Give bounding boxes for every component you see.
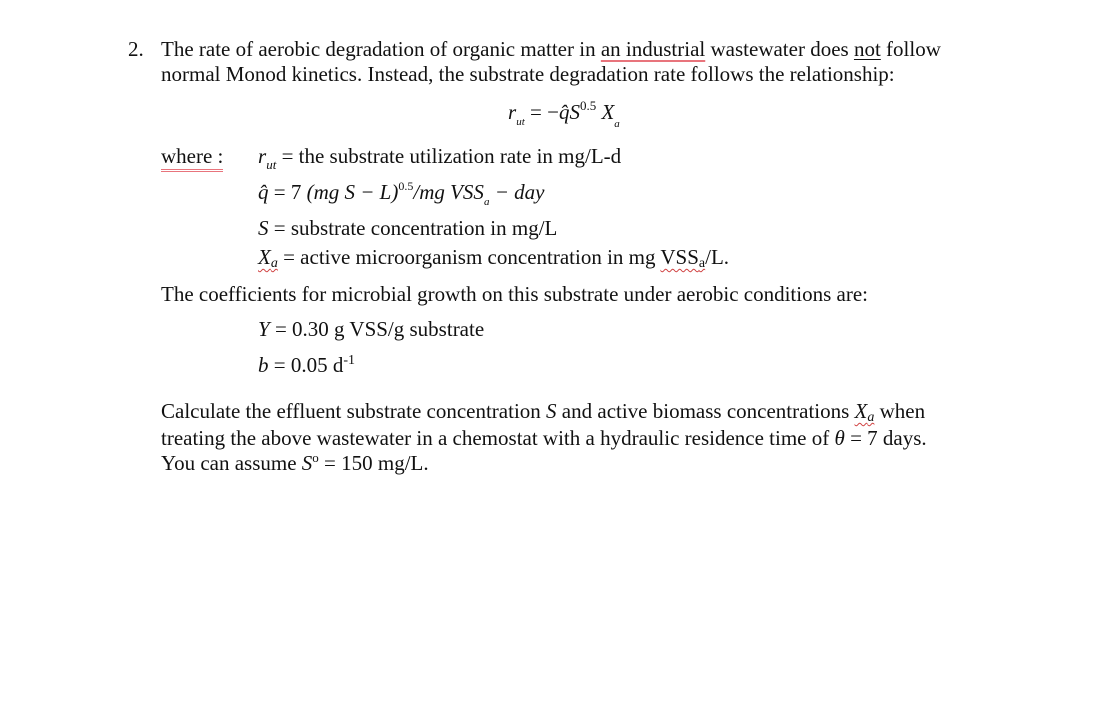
where-label: [161, 144, 223, 169]
problem-line-1-mid: wastewater does: [705, 37, 854, 61]
def-rut: [258, 144, 622, 172]
question-l3-pre: You can assume: [161, 451, 302, 475]
question-l1-Xa-wrap: [855, 399, 875, 423]
problem-number: 2.: [128, 37, 144, 61]
def-Xa-vss-wrap: [660, 245, 705, 269]
question-l2-post: = 7 days.: [844, 426, 927, 450]
problem-line-2: normal Monod kinetics. Instead, the substrate degradation rate follows the relationship:: [161, 62, 895, 86]
def-Xa-sub: a: [270, 256, 278, 271]
def-Xa-text-pre: = active microorganism concentration in mg: [277, 245, 661, 269]
eq-equals: = −: [530, 100, 559, 124]
eq-qhat: q̂: [558, 100, 570, 124]
coef-b-exp: -1: [343, 353, 356, 368]
coefficients-intro: The coefficients for microbial growth on this substrate under aerobic conditions are:: [161, 282, 868, 306]
def-Xa-text-post: /L.: [705, 245, 730, 269]
def-q-units-c: − day: [489, 180, 545, 204]
coef-Y: [258, 317, 484, 342]
eq-r-sub: ut: [516, 116, 525, 128]
eq-X: X: [601, 100, 615, 124]
problem-line-1: [161, 37, 941, 62]
question-line-3: [161, 451, 429, 476]
coef-Y-text: = 0.30 g VSS/g substrate: [269, 317, 485, 341]
def-q-units-sub: a: [483, 196, 490, 208]
question-l1-pre: Calculate the effluent substrate concentration: [161, 399, 547, 423]
def-Xa-symbol: X: [258, 245, 271, 269]
def-q-symbol: q̂: [258, 180, 269, 204]
where-label-text: where :: [161, 144, 223, 172]
eq-exponent: 0.5: [579, 98, 597, 113]
def-q-units-a: (mg S − L): [306, 180, 399, 204]
word-not: not: [853, 37, 881, 61]
question-l2-pre: treating the above wastewater in a chemostat with a hydraulic residence time of: [161, 426, 835, 450]
def-Xa: [258, 245, 729, 270]
def-S: [258, 216, 557, 241]
def-Xa-symbol-wrap: [258, 245, 278, 269]
problem-line-1-pre: The rate of aerobic degradation of organic matter in: [161, 37, 601, 61]
eq-S: S: [569, 100, 580, 124]
question-l1-S: S: [546, 399, 557, 423]
question-l1-Xsub: a: [867, 410, 875, 425]
def-q-units-b: /mg VSS: [413, 180, 484, 204]
question-l2-theta: θ: [834, 426, 845, 450]
eq-X-sub: a: [614, 118, 620, 130]
def-Xa-vss-sub: a: [698, 256, 706, 271]
question-l3-S: S: [301, 451, 313, 475]
def-rut-symbol: r: [258, 144, 267, 168]
question-l1-mid: and active biomass concentrations: [556, 399, 855, 423]
def-rut-sub: ut: [266, 157, 277, 172]
def-rut-text: = the substrate utilization rate in mg/L-d: [276, 144, 622, 168]
def-S-text: = substrate concentration in mg/L: [268, 216, 558, 240]
def-q-eq: = 7: [268, 180, 307, 204]
question-line-2: [161, 426, 927, 451]
coef-b-symbol: b: [258, 353, 269, 377]
eq-r: r: [508, 100, 517, 124]
def-S-symbol: S: [258, 216, 269, 240]
def-Xa-vss: VSS: [660, 245, 699, 269]
question-l3-post: = 150 mg/L.: [318, 451, 429, 475]
main-equation: [508, 98, 620, 130]
phrase-an-industrial: an industrial: [600, 37, 706, 61]
problem-line-1-post: follow: [880, 37, 941, 61]
def-q-units-exp: 0.5: [398, 179, 414, 193]
coef-b: [258, 353, 355, 378]
question-l1-post: when: [874, 399, 926, 423]
question-l1-X: X: [854, 399, 868, 423]
coef-b-text: = 0.05 d: [268, 353, 344, 377]
def-qhat: [258, 179, 545, 208]
question-line-1: [161, 399, 925, 424]
coef-Y-symbol: Y: [258, 317, 270, 341]
question-l3-sup: o: [312, 450, 319, 465]
